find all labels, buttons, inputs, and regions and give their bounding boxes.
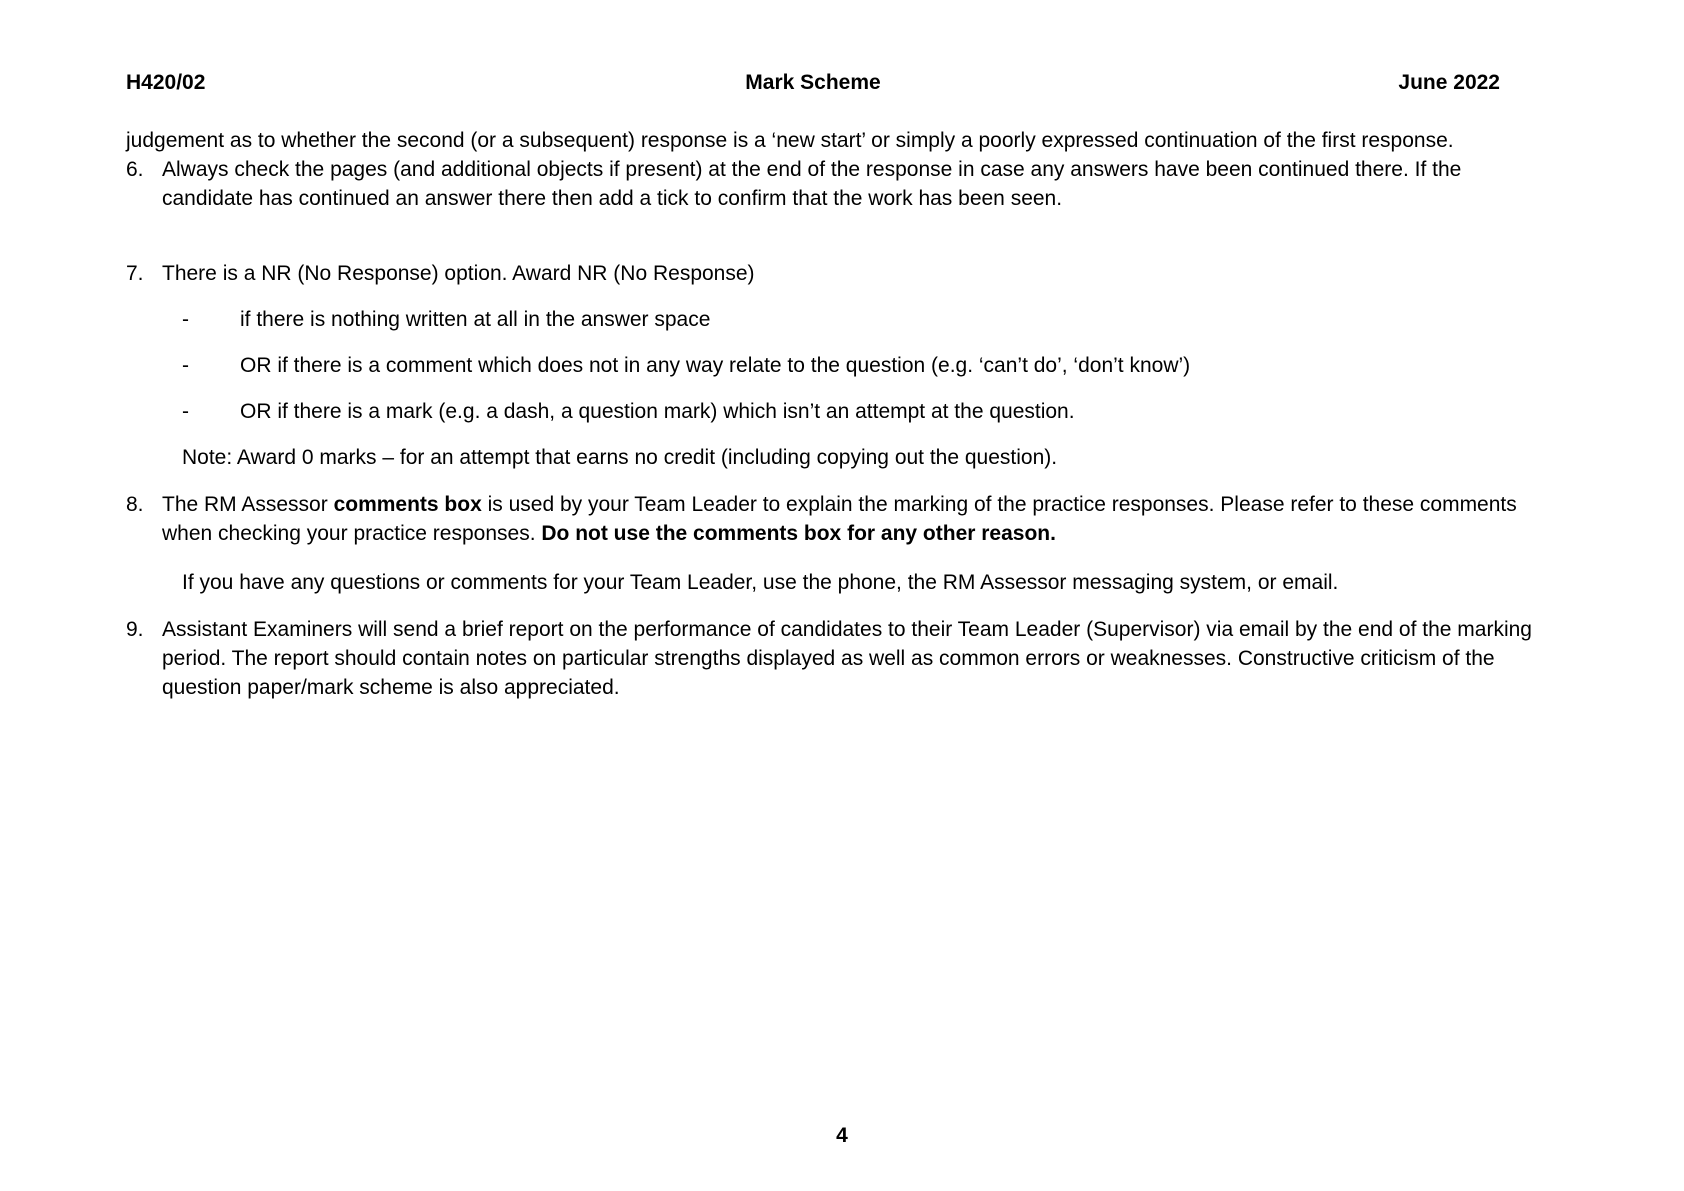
dash-marker: - bbox=[182, 400, 189, 423]
continued-paragraph: judgement as to whether the second (or a subsequent) response is a ‘new start’ or simply a poorly expressed continuation of the first response. bbox=[126, 129, 1454, 152]
item-number: 9. bbox=[126, 618, 144, 641]
bullet-item bbox=[182, 351, 1556, 380]
bullet-text: OR if there is a comment which does not in any way relate to the question (e.g. ‘can’t do’, ‘don’t know’) bbox=[240, 354, 1191, 377]
dash-marker: - bbox=[182, 354, 189, 377]
bullet-item bbox=[182, 397, 1556, 426]
item-number: 7. bbox=[126, 262, 144, 285]
exam-session: June 2022 bbox=[1398, 71, 1500, 94]
sub-paragraph: If you have any questions or comments for your Team Leader, use the phone, the RM Assessor messaging system, or email. bbox=[182, 571, 1339, 594]
page-number: 4 bbox=[836, 1124, 848, 1147]
list-item-6 bbox=[126, 155, 1556, 213]
bullet-text: OR if there is a mark (e.g. a dash, a question mark) which isn’t an attempt at the question. bbox=[240, 400, 1075, 423]
item-text: Assistant Examiners will send a brief report on the performance of candidates to their Team Leader (Supervisor) via email by the end of the marking period. The report should contain notes on particular strengths displayed as well as common errors or weaknesses. Constructive criticism of the question paper/mark scheme is also appreciated. bbox=[162, 618, 1532, 699]
dash-marker: - bbox=[182, 308, 189, 331]
item-text: Always check the pages (and additional objects if present) at the end of the response in case any answers have been continued there. If the candidate has continued an answer there then add a tick to confirm that the work has been seen. bbox=[162, 158, 1462, 210]
text-segment: The RM Assessor bbox=[162, 493, 334, 516]
bullet-item bbox=[182, 305, 1556, 334]
paper-code: H420/02 bbox=[126, 71, 206, 94]
item-text bbox=[162, 490, 1556, 548]
note-text: Note: Award 0 marks – for an attempt that earns no credit (including copying out the question). bbox=[182, 446, 1058, 469]
bullet-text: if there is nothing written at all in the answer space bbox=[240, 308, 711, 331]
bold-text: comments box bbox=[333, 493, 482, 516]
bold-text: Do not use the comments box for any other reason. bbox=[541, 522, 1056, 545]
document-title: Mark Scheme bbox=[745, 71, 881, 94]
page-header bbox=[126, 68, 1500, 98]
text-segment: is used by your Team Leader to explain the marking of the practice responses. Please refer to these comments when checking your practice responses. bbox=[162, 493, 1517, 545]
item-number: 6. bbox=[126, 158, 144, 181]
main-content bbox=[126, 126, 1556, 720]
list-item-8 bbox=[126, 490, 1556, 597]
item-number: 8. bbox=[126, 493, 144, 516]
item-text: There is a NR (No Response) option. Award NR (No Response) bbox=[162, 262, 755, 285]
list-item-9 bbox=[126, 615, 1556, 702]
list-item-7 bbox=[126, 259, 1556, 472]
